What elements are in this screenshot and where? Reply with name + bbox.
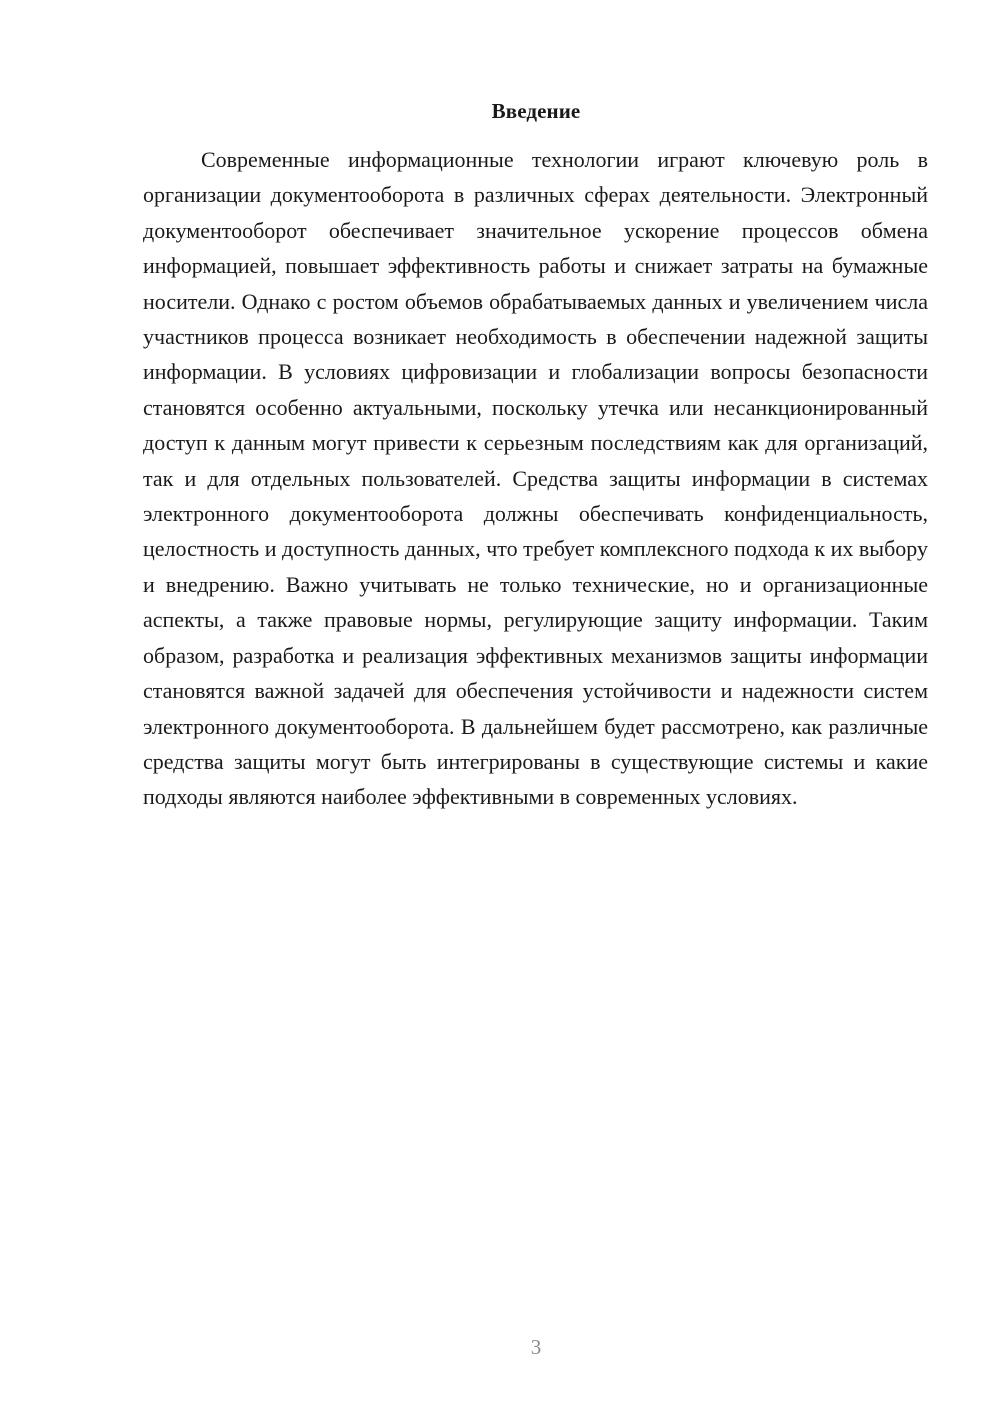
section-heading: Введение [491, 99, 581, 123]
page-number: 3 [530, 1335, 542, 1359]
body-paragraph: Современные информационные технологии играют ключевую роль в организации документооборота в различных сферах деятельности. Электронный документооборот обеспечивает значительное ускорение процессов обмена информацией, повышает эффективность работы и снижает затраты на бумажные носители. Однако с ростом объемов обрабатываемых данных и увеличением числа участников процесса возникает необходимость в обеспечении надежной защиты информации. В условиях цифровизации и глобализации вопросы безопасности становятся особенно актуальными, поскольку утечка или несанкционированный доступ к данным могут привести к серьезным последствиям как для организаций, так и для отдельных пользователей. Средства защиты информации в системах электронного документооборота должны обеспечивать конфиденциальность, целостность и доступность данных, что требует комплексного подхода к их выбору и внедрению. Важно учитывать не только технические, но и организационные аспекты, а также правовые нормы, регулирующие защиту информации. Таким образом, разработка и реализация эффективных механизмов защиты информации становятся важной задачей для обеспечения устойчивости и надежности систем электронного документооборота. В дальнейшем будет рассмотрено, как различные средства защиты могут быть интегрированы в существующие системы и какие подходы являются наиболее эффективными в современных условиях. [143, 147, 928, 810]
